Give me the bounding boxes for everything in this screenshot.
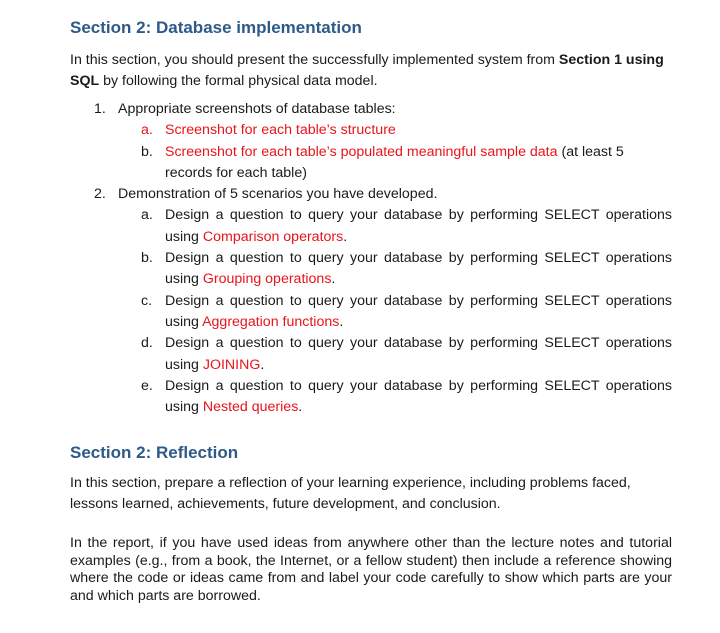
highlight-text: Aggregation functions [202,313,340,330]
section-reflection-intro: In this section, prepare a reflection of your learning experience, including problems faced, lessons learned, achievements, future development, and conclusion. [70,475,631,512]
sub-list-text-end: . [343,228,348,245]
intro-text: In this section, you should present the successfully implemented system from [70,52,559,68]
highlight-text: Screenshot for each table’s populated meaningful sample data [165,143,558,160]
section-reflection-title: Section 2: Reflection [70,443,239,462]
highlight-text: Nested queries [202,399,299,416]
sub-list-marker: a. [141,207,153,224]
list-item [70,99,672,184]
sub-list-item [70,291,672,334]
sub-list-text: (at least 5 records for each table) [165,143,624,181]
list-item-text: Demonstration of 5 scenarios you have developed. [118,186,438,203]
list-marker: 1. [94,101,106,117]
sub-list-item [70,205,672,248]
sub-list-text: Design a question to query your database by performing SELECT operations using [165,292,672,330]
section-db-implementation-title: Section 2: Database implementation [70,18,362,37]
sub-list-marker: b. [141,250,153,267]
sub-list [118,205,672,418]
intro-text-end: by following the formal physical data model. [99,73,378,89]
sub-list-text: Design a question to query your database by performing SELECT operations using [165,335,672,373]
sub-list-marker: e. [141,377,153,394]
sub-list-text-end: . [260,356,265,373]
intro-bold-text: Section 1 using SQL [70,52,664,89]
list-item [70,184,672,418]
sub-list-item [70,142,672,185]
reference-note: In the report, if you have used ideas from anywhere other than the lecture notes and tutorial examples (e.g., from a book, the Internet, or a fellow student) then include a reference showing where the code or ideas came from and label your code carefully to show which parts are your and which parts are borrowed. [70,535,672,604]
list-marker: 2. [94,186,106,203]
sub-list-text: Design a question to query your database by performing SELECT operations using [165,377,672,416]
sub-list-marker: c. [141,292,153,309]
sub-list-text-end: . [298,399,303,416]
highlight-text: Comparison operators [202,228,344,245]
list-item-text: Appropriate screenshots of database tables: [118,101,396,117]
highlight-text: Grouping operations [202,271,332,288]
sub-list-text: Design a question to query your database by performing SELECT operations using [165,250,672,288]
sub-list-marker: d. [141,335,153,352]
sub-list-text-end: . [331,271,336,288]
sub-list-text-end: . [339,313,344,330]
sub-list-marker: a. [141,122,153,139]
sub-list-marker: b. [141,143,153,160]
highlight-text: JOINING [202,356,261,373]
highlight-text: Screenshot for each table’s structure [165,122,396,139]
requirements-list [70,99,672,418]
sub-list-item [70,120,672,141]
sub-list-item [70,376,672,419]
sub-list-item [70,333,672,376]
sub-list [118,120,672,184]
sub-list-item [70,248,672,291]
section-db-implementation-intro [70,50,672,92]
sub-list-text: Design a question to query your database by performing SELECT operations using [165,207,672,245]
